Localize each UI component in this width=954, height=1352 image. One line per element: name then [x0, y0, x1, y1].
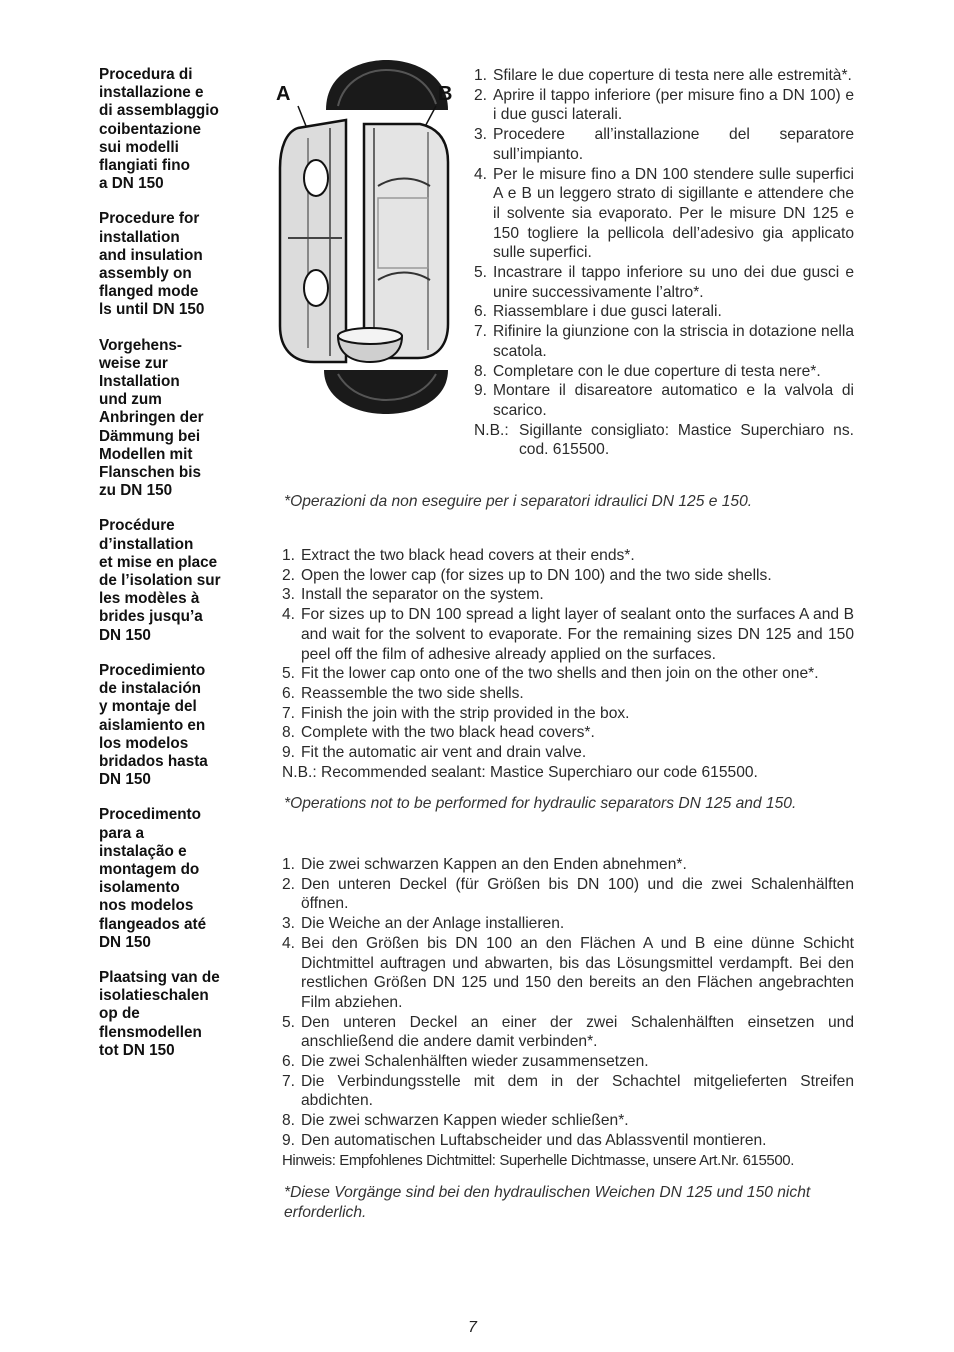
- top-head-cover: [326, 60, 448, 110]
- lower-cap: [338, 328, 402, 362]
- list-item: 7. Finish the join with the strip provided in the box.: [282, 704, 630, 722]
- right-shell: [364, 124, 448, 358]
- nb-label: N.B.:: [474, 421, 509, 439]
- list-item: 8. Completare con le due coperture di testa nere*.: [474, 362, 821, 380]
- label-b: B: [438, 83, 453, 105]
- list-item: 6. Riassemblare i due gusci laterali.: [474, 303, 722, 321]
- bottom-head-cover: [324, 370, 448, 414]
- italian-step-list: [474, 66, 854, 421]
- german-footnote: *Diese Vorgänge sind bei den hydraulischen Weichen DN 125 und 150 nicht erforderlich.: [284, 1184, 811, 1221]
- english-footnote: *Operations not to be performed for hydraulic separators DN 125 and 150.: [284, 795, 797, 812]
- insulation-drawing: [268, 58, 464, 420]
- list-item: 2. Aprire il tappo inferiore (per misure fino a DN 100) e i due gusci laterali.: [474, 86, 854, 124]
- label-a: A: [276, 83, 291, 105]
- insulation-exploded-illustration: [268, 58, 464, 420]
- list-item: 2. Den unteren Deckel (für Größen bis DN 100) und die zwei Schalenhälften öffnen.: [282, 875, 854, 913]
- english-nb: N.B.: Recommended sealant: Mastice Superchiaro our code 615500.: [282, 763, 758, 781]
- italian-nb: N.B.: Sigillante consigliato: Mastice Superchiaro ns. cod. 615500.: [474, 421, 854, 459]
- list-item: 2. Open the lower cap (for sizes up to DN 100) and the two side shells.: [282, 566, 772, 584]
- list-item: 9. Den automatischen Luftabscheider und das Ablassventil montieren.: [282, 1131, 767, 1149]
- title-spanish: Procedimiento de instalación y montaje del aislamiento en los modelos bridados hasta DN 150: [99, 661, 208, 789]
- list-item: 6. Reassemble the two side shells.: [282, 684, 524, 702]
- italian-footnote: *Operazioni da non eseguire per i separatori idraulici DN 125 e 150.: [284, 493, 753, 510]
- list-item: 7. Die Verbindungsstelle mit dem in der Schachtel mitgelieferten Streifen abdichten.: [282, 1072, 854, 1110]
- left-shell: [280, 120, 346, 362]
- list-item: 1. Extract the two black head covers at their ends*.: [282, 547, 635, 564]
- german-step-list: [282, 855, 854, 1151]
- list-item: 7. Rifinire la giunzione con la striscia in dotazione nella scatola.: [474, 323, 854, 360]
- list-item: 5. Den unteren Deckel an einer der zwei Schalenhälften einsetzen und anschließend die andere damit verbinden*.: [282, 1013, 854, 1051]
- title-dutch: Plaatsing van de isolatieschalen op de flensmodellen tot DN 150: [99, 968, 220, 1059]
- sidebar-titles: [99, 66, 254, 1077]
- list-item: 4. For sizes up to DN 100 spread a light layer of sealant onto the surfaces A and B and wait for the solvent to evaporate. For the remaining sizes DN 125 and 150 peel off the film of adhesive already applied on the surfaces.: [282, 606, 854, 663]
- list-item: 9. Fit the automatic air vent and drain valve.: [282, 744, 587, 762]
- list-item: 6. Die zwei Schalenhälften wieder zusammensetzen.: [282, 1053, 649, 1071]
- page-number: 7: [468, 1319, 477, 1336]
- italian-instructions: [474, 66, 854, 460]
- list-item: 3. Install the separator on the system.: [282, 586, 544, 604]
- title-portuguese: Procedimento para a instalação e montagem do isolamento nos modelos flangeados até DN 150: [99, 806, 207, 951]
- title-italian: Procedura di installazione e di assemblaggio coibentazione sui modelli flangiati fino a DN 150: [99, 66, 219, 193]
- list-item: 8. Complete with the two black head covers*.: [282, 724, 595, 742]
- list-item: 1. Die zwei schwarzen Kappen an den Enden abnehmen*.: [282, 856, 687, 873]
- list-item: 9. Montare il disareatore automatico e la valvola di scarico.: [474, 382, 854, 419]
- german-hinweis: Hinweis: Empfohlenes Dichtmittel: Superhelle Dichtmasse, unsere Art.Nr. 615500.: [282, 1151, 794, 1169]
- title-english: Procedure for installation and insulation assembly on flanged mode ls until DN 150: [99, 210, 205, 319]
- english-step-list: [282, 546, 854, 763]
- title-french: Procédure d’installation et mise en place de l’isolation sur les modèles à brides jusqu’a DN 150: [99, 517, 221, 644]
- list-item: 5. Incastrare il tappo inferiore su uno dei due gusci e unire successivamente l’altro*.: [474, 264, 854, 301]
- list-item: 5. Fit the lower cap onto one of the two shells and then join on the other one*.: [282, 665, 819, 683]
- list-item: 8. Die zwei schwarzen Kappen wieder schließen*.: [282, 1112, 629, 1130]
- list-item: 1. Sfilare le due coperture di testa nere alle estremità*.: [474, 67, 852, 84]
- list-item: 3. Die Weiche an der Anlage installieren.: [282, 915, 565, 933]
- english-instructions: [282, 546, 854, 782]
- list-item: 3. Procedere all’installazione del separatore sull’impianto.: [474, 126, 854, 163]
- list-item: 4. Bei den Größen bis DN 100 an den Flächen A und B eine dünne Schicht Dichtmittel auftragen und abwarten, bis das Lösungsmittel verdampft. Bei den restlichen Größen DN 125 und 150 den bereits an den Flächen angebrachten Film abziehen.: [282, 934, 854, 1011]
- german-instructions: [282, 855, 854, 1170]
- list-item: 4. Per le misure fino a DN 100 stendere sulle superfici A e B un leggero strato di sigillante e attendere che il solvente sia evaporato. Per le misure DN 125 e 150 togliere la pellicola dell’adesivo gia applicato sulle superfici.: [474, 165, 854, 262]
- title-german: Vorgehens- weise zur Installation und zum Anbringen der Dämmung bei Modellen mit Flanschen bis zu DN 150: [99, 336, 204, 500]
